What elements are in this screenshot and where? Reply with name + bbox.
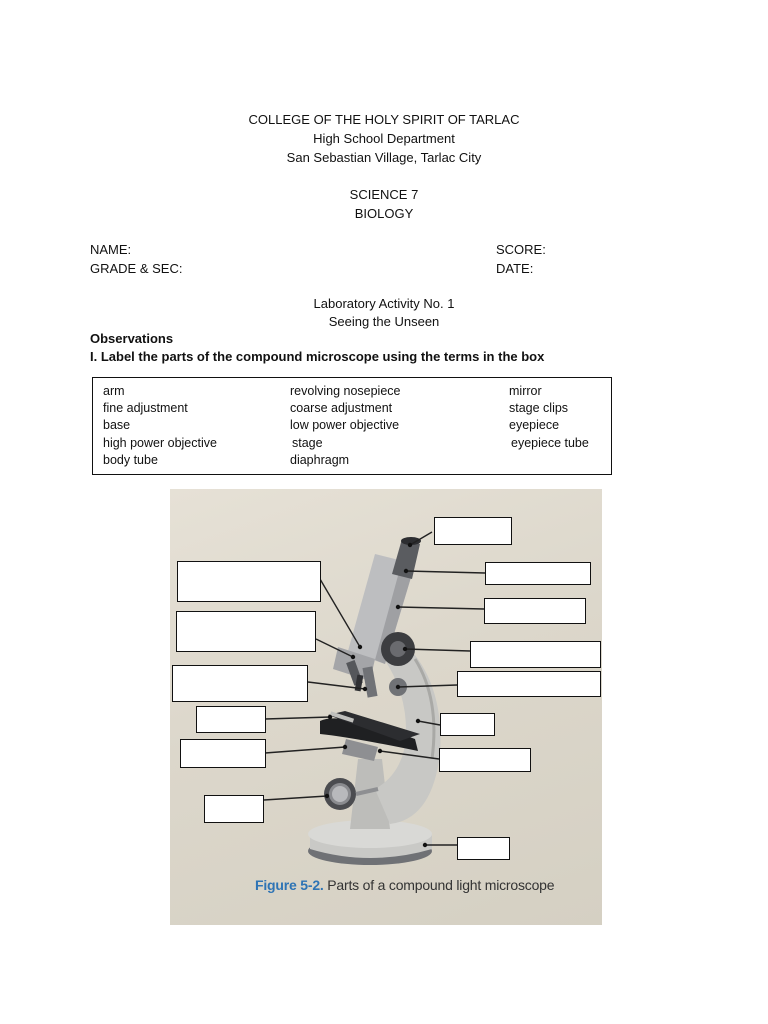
answer-box-arm[interactable] <box>440 713 495 736</box>
term: arm <box>103 384 125 398</box>
term: diaphragm <box>290 453 350 467</box>
figure-caption-text: Parts of a compound light microscope <box>327 877 555 893</box>
answer-box-eyepiece-tube[interactable] <box>485 562 591 585</box>
answer-box-high-power-objective[interactable] <box>172 665 308 702</box>
answer-box-diaphragm[interactable] <box>439 748 531 772</box>
date-field-label: DATE: <box>496 261 534 276</box>
term: body tube <box>103 453 158 467</box>
course: BIOLOGY <box>354 206 414 221</box>
observations-heading: Observations <box>90 331 174 346</box>
address: San Sebastian Village, Tarlac City <box>286 150 482 165</box>
name-field-label: NAME: <box>90 242 132 257</box>
figure-caption <box>255 877 554 893</box>
term: mirror <box>509 384 542 398</box>
subject: SCIENCE 7 <box>349 187 419 202</box>
term: fine adjustment <box>103 401 188 415</box>
figure-number: Figure 5-2. <box>255 877 324 893</box>
answer-box-revolving-nosepiece[interactable] <box>177 561 321 602</box>
activity-number: Laboratory Activity No. 1 <box>313 296 455 311</box>
score-field-label: SCORE: <box>496 242 546 257</box>
answer-box-mirror[interactable] <box>204 795 264 823</box>
answer-box-body-tube[interactable] <box>484 598 586 624</box>
term: coarse adjustment <box>290 401 393 415</box>
activity-title: Seeing the Unseen <box>328 314 440 329</box>
answer-box-stage-clips[interactable] <box>196 706 266 733</box>
term: high power objective <box>103 436 217 450</box>
grade-sec-field-label: GRADE & SEC: <box>90 261 183 276</box>
microscope-figure <box>170 489 602 925</box>
term: stage clips <box>509 401 569 415</box>
school-name: COLLEGE OF THE HOLY SPIRIT OF TARLAC <box>248 112 520 127</box>
department: High School Department <box>313 131 455 146</box>
term: base <box>103 418 131 432</box>
term: eyepiece tube <box>511 436 589 450</box>
term: low power objective <box>290 418 400 432</box>
answer-box-base[interactable] <box>457 837 510 860</box>
answer-box-stage[interactable] <box>180 739 266 768</box>
answer-box-fine-adjustment[interactable] <box>457 671 601 697</box>
term: eyepiece <box>509 418 560 432</box>
instruction-text: I. Label the parts of the compound microscope using the terms in the box <box>90 349 545 364</box>
answer-box-low-power-objective[interactable] <box>176 611 316 652</box>
term: stage <box>292 436 323 450</box>
answer-box-coarse-adjustment[interactable] <box>470 641 601 668</box>
answer-box-eyepiece[interactable] <box>434 517 512 545</box>
term: revolving nosepiece <box>290 384 401 398</box>
terms-box <box>92 377 612 475</box>
